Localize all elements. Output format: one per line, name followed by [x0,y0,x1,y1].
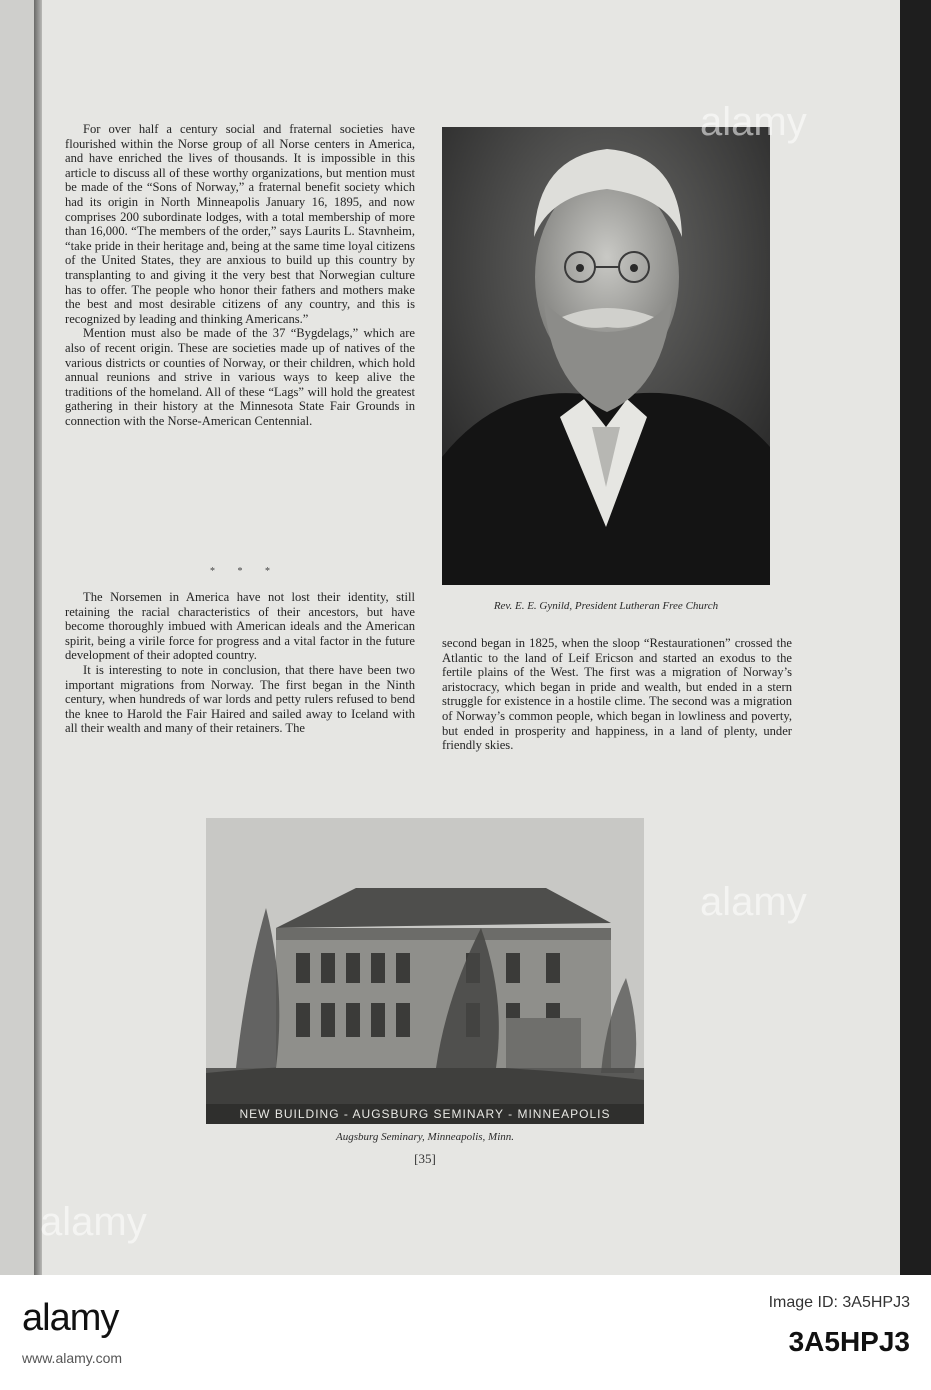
portrait-illustration [442,127,770,585]
brand-logo: alamy [22,1297,119,1339]
article-column-left-bottom [65,590,415,736]
article-paragraph: Mention must also be made of the 37 “Bygdelags,” which are also of recent origin. These are societies made up of natives of the various districts or counties of Norway, or their children, which hold annual reunions and strive in various ways to keep alive the traditions of the homeland. All of these “Lags” will hold the greatest gathering in their history at the Minnesota State Fair Grounds in connection with the Norse-American Centennial. [65,326,415,428]
building-caption: Augsburg Seminary, Minneapolis, Minn. [335,1131,515,1143]
article-paragraph: The Norsemen in America have not lost their identity, still retaining the racial characteristics of their ancestors, but have become thoroughly imbued with American ideals and the American spirit, being a virile force for progress and a vital factor in the future development of their adopted country. [65,590,415,663]
image-id: 3A5HPJ3 [788,1326,910,1357]
page-number: [35] [414,1151,436,1166]
watermark-text: alamy [700,100,807,144]
building-illustration [206,818,644,1124]
brand-url: www.alamy.com [22,1350,123,1366]
building-photo [206,818,644,1124]
scan-border [900,0,931,1275]
portrait-caption: Rev. E. E. Gynild, President Lutheran Free Church [493,600,719,612]
gutter-shadow [34,0,42,1275]
image-id-label: Image ID: 3A5HPJ3 [768,1294,910,1311]
watermark-text: alamy [700,880,807,924]
article-column-right [442,636,792,753]
watermark-text: alamy [40,1200,147,1244]
portrait-photo [442,127,770,585]
article-paragraph: It is interesting to note in conclusion, that there have been two important migrations from Norway. The first began in the Ninth century, when hundreds of war lords and petty rulers refused to bend the knee to Harold the Fair Haired and sailed away to Iceland with all their wealth and many of their retainers. The [65,662,415,736]
article-paragraph: second began in 1825, when the sloop “Restaurationen” crossed the Atlantic to the land of Leif Ericson and started an exodus to the fertile plains of the West. The first was a migration of Norway’s aristocracy, which began in pride and wealth, but ended in a stern struggle for existence in a hostile clime. The second was a migration of Norway’s common people, which began in lowliness and poverty, but ended in prosperity and happiness, in a land of plenty, under friendly skies. [442,636,792,753]
section-separator: * * * [210,566,280,577]
photo-label: NEW BUILDING - AUGSBURG SEMINARY - MINNEAPOLIS [239,1107,611,1121]
article-paragraph: For over half a century social and fraternal societies have flourished within the Norse group of all Norse centers in America, and have enriched the lives of thousands. It is impossible in this article to discuss all of these worthy organizations, but mention must be made of the “Sons of Norway,” a fraternal benefit society which had its origin in North Minneapolis January 16, 1895, and now comprises 200 subordinate lodges, with a total membership of more than 16,000. “The members of the order,” says Laurits L. Stavnheim, “take pride in their heritage and, being at the same time loyal citizens of the United States, they are anxious to build up this country by transplanting to and giving it the very best that Norwegian culture has to offer. The people who honor their fathers and mothers make the best and most desirable citizens of any country, and this is recognized by leading and thinking Americans.” [65,122,415,326]
article-column-left-top [65,122,415,428]
facing-page-edge [0,0,34,1275]
